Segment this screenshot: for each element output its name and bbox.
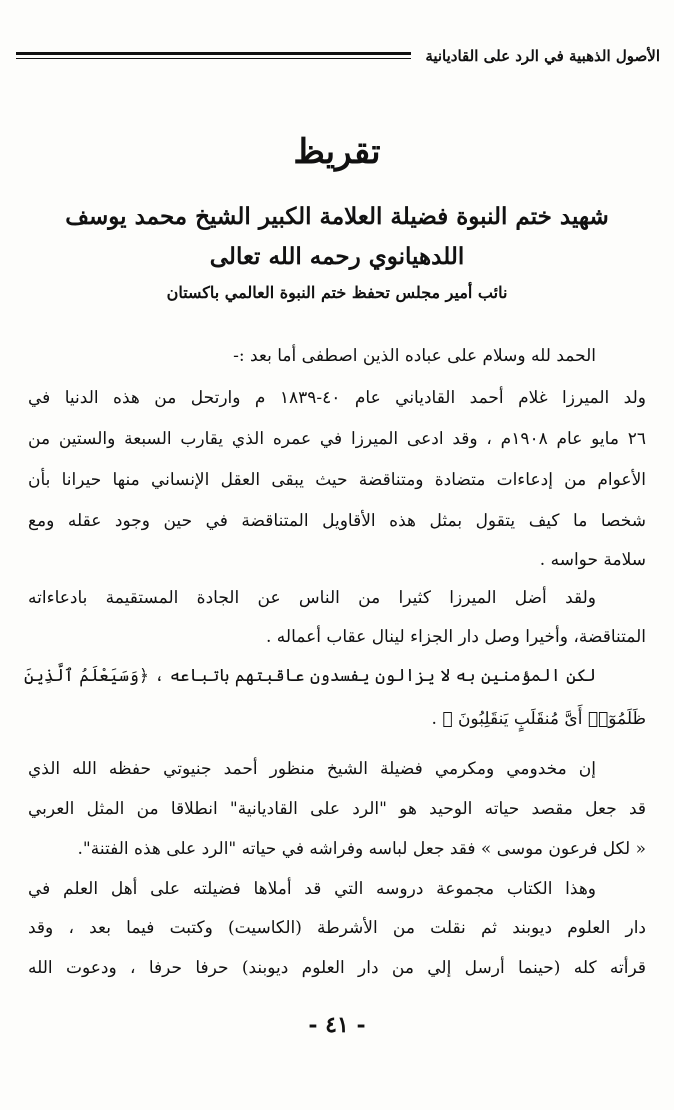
text-line: الحمد لله وسلام على عباده الذين اصطفى أما بعد :- [233, 346, 596, 366]
running-header [16, 40, 660, 72]
text-line: شخصا ما كيف يتقول بمثل هذه الأقاويل المتناقضة في حين وجود عقله ومع [28, 511, 646, 531]
author-name-line2: اللدهيانوي رحمه الله تعالى [209, 243, 465, 270]
text-line: ظَلَمُوٓا۟ أَىَّ مُنقَلَبٍ يَنقَلِبُونَ ﴾ . [431, 709, 646, 729]
text-line: ولد الميرزا غلام أحمد القادياني عام ٤٠-١٨٣٩ م وارتحل من هذه الدنيا في [28, 388, 646, 408]
text-line: « لكل فرعون موسى » فقد جعل لباسه وفراشه في حياته "الرد على هذه الفتنة". [77, 839, 646, 859]
text-line: ولقد أضل الميرزا كثيرا من الناس عن الجادة المستقيمة بادعاءاته [28, 588, 596, 608]
page-title: تقريظ [293, 132, 381, 172]
text-line: وهذا الكتاب مجموعة دروسه التي قد أملاها فضيلته على أهل العلم في [28, 879, 596, 899]
text-line: المتناقضة، وأخيرا وصل دار الجزاء لينال عقاب أعماله . [265, 627, 646, 647]
text-line: قد جعل مقصد حياته الوحيد هو "الرد على القاديانية" انطلاقا من المثل العربي [28, 799, 646, 819]
header-rule [16, 51, 411, 61]
text-line: سلامة حواسه . [539, 550, 646, 570]
page-number: - ٤١ - [308, 1012, 366, 1038]
text-line: دار العلوم ديوبند ثم نقلت من الأشرطة (الكاسيت) وكتبت فيما بعد ، وقد [28, 918, 646, 938]
text-line: الأعوام من إدعاءات متضادة ومتناقضة حيث يبقى العقل الإنساني منها حيرانا بأن [28, 470, 646, 490]
text-line: لكن المؤمنين به لا يزالون يفسدون عاقبتهم باتباعه ، ﴿وَسَيَعْلَمُ ٱلَّذِينَ [23, 666, 596, 686]
author-position: نائب أمير مجلس تحفظ ختم النبوة العالمي باكستان [166, 283, 508, 302]
running-title: الأصول الذهبية في الرد على القاديانية [425, 47, 660, 65]
text-line: إن مخدومي ومكرمي فضيلة الشيخ منظور أحمد جنيوتي حفظه الله الذي [28, 759, 596, 779]
author-name-line1: شهيد ختم النبوة فضيلة العلامة الكبير الشيخ محمد يوسف [65, 203, 609, 230]
text-line: ٢٦ مايو عام ١٩٠٨م ، وقد ادعى الميرزا في عمره الذي يقارب السبعة والستين من [28, 429, 646, 449]
text-line: قرأته كله (حينما أرسل إلي من دار العلوم ديوبند) حرفا حرفا ، ودعوت الله [28, 958, 646, 978]
